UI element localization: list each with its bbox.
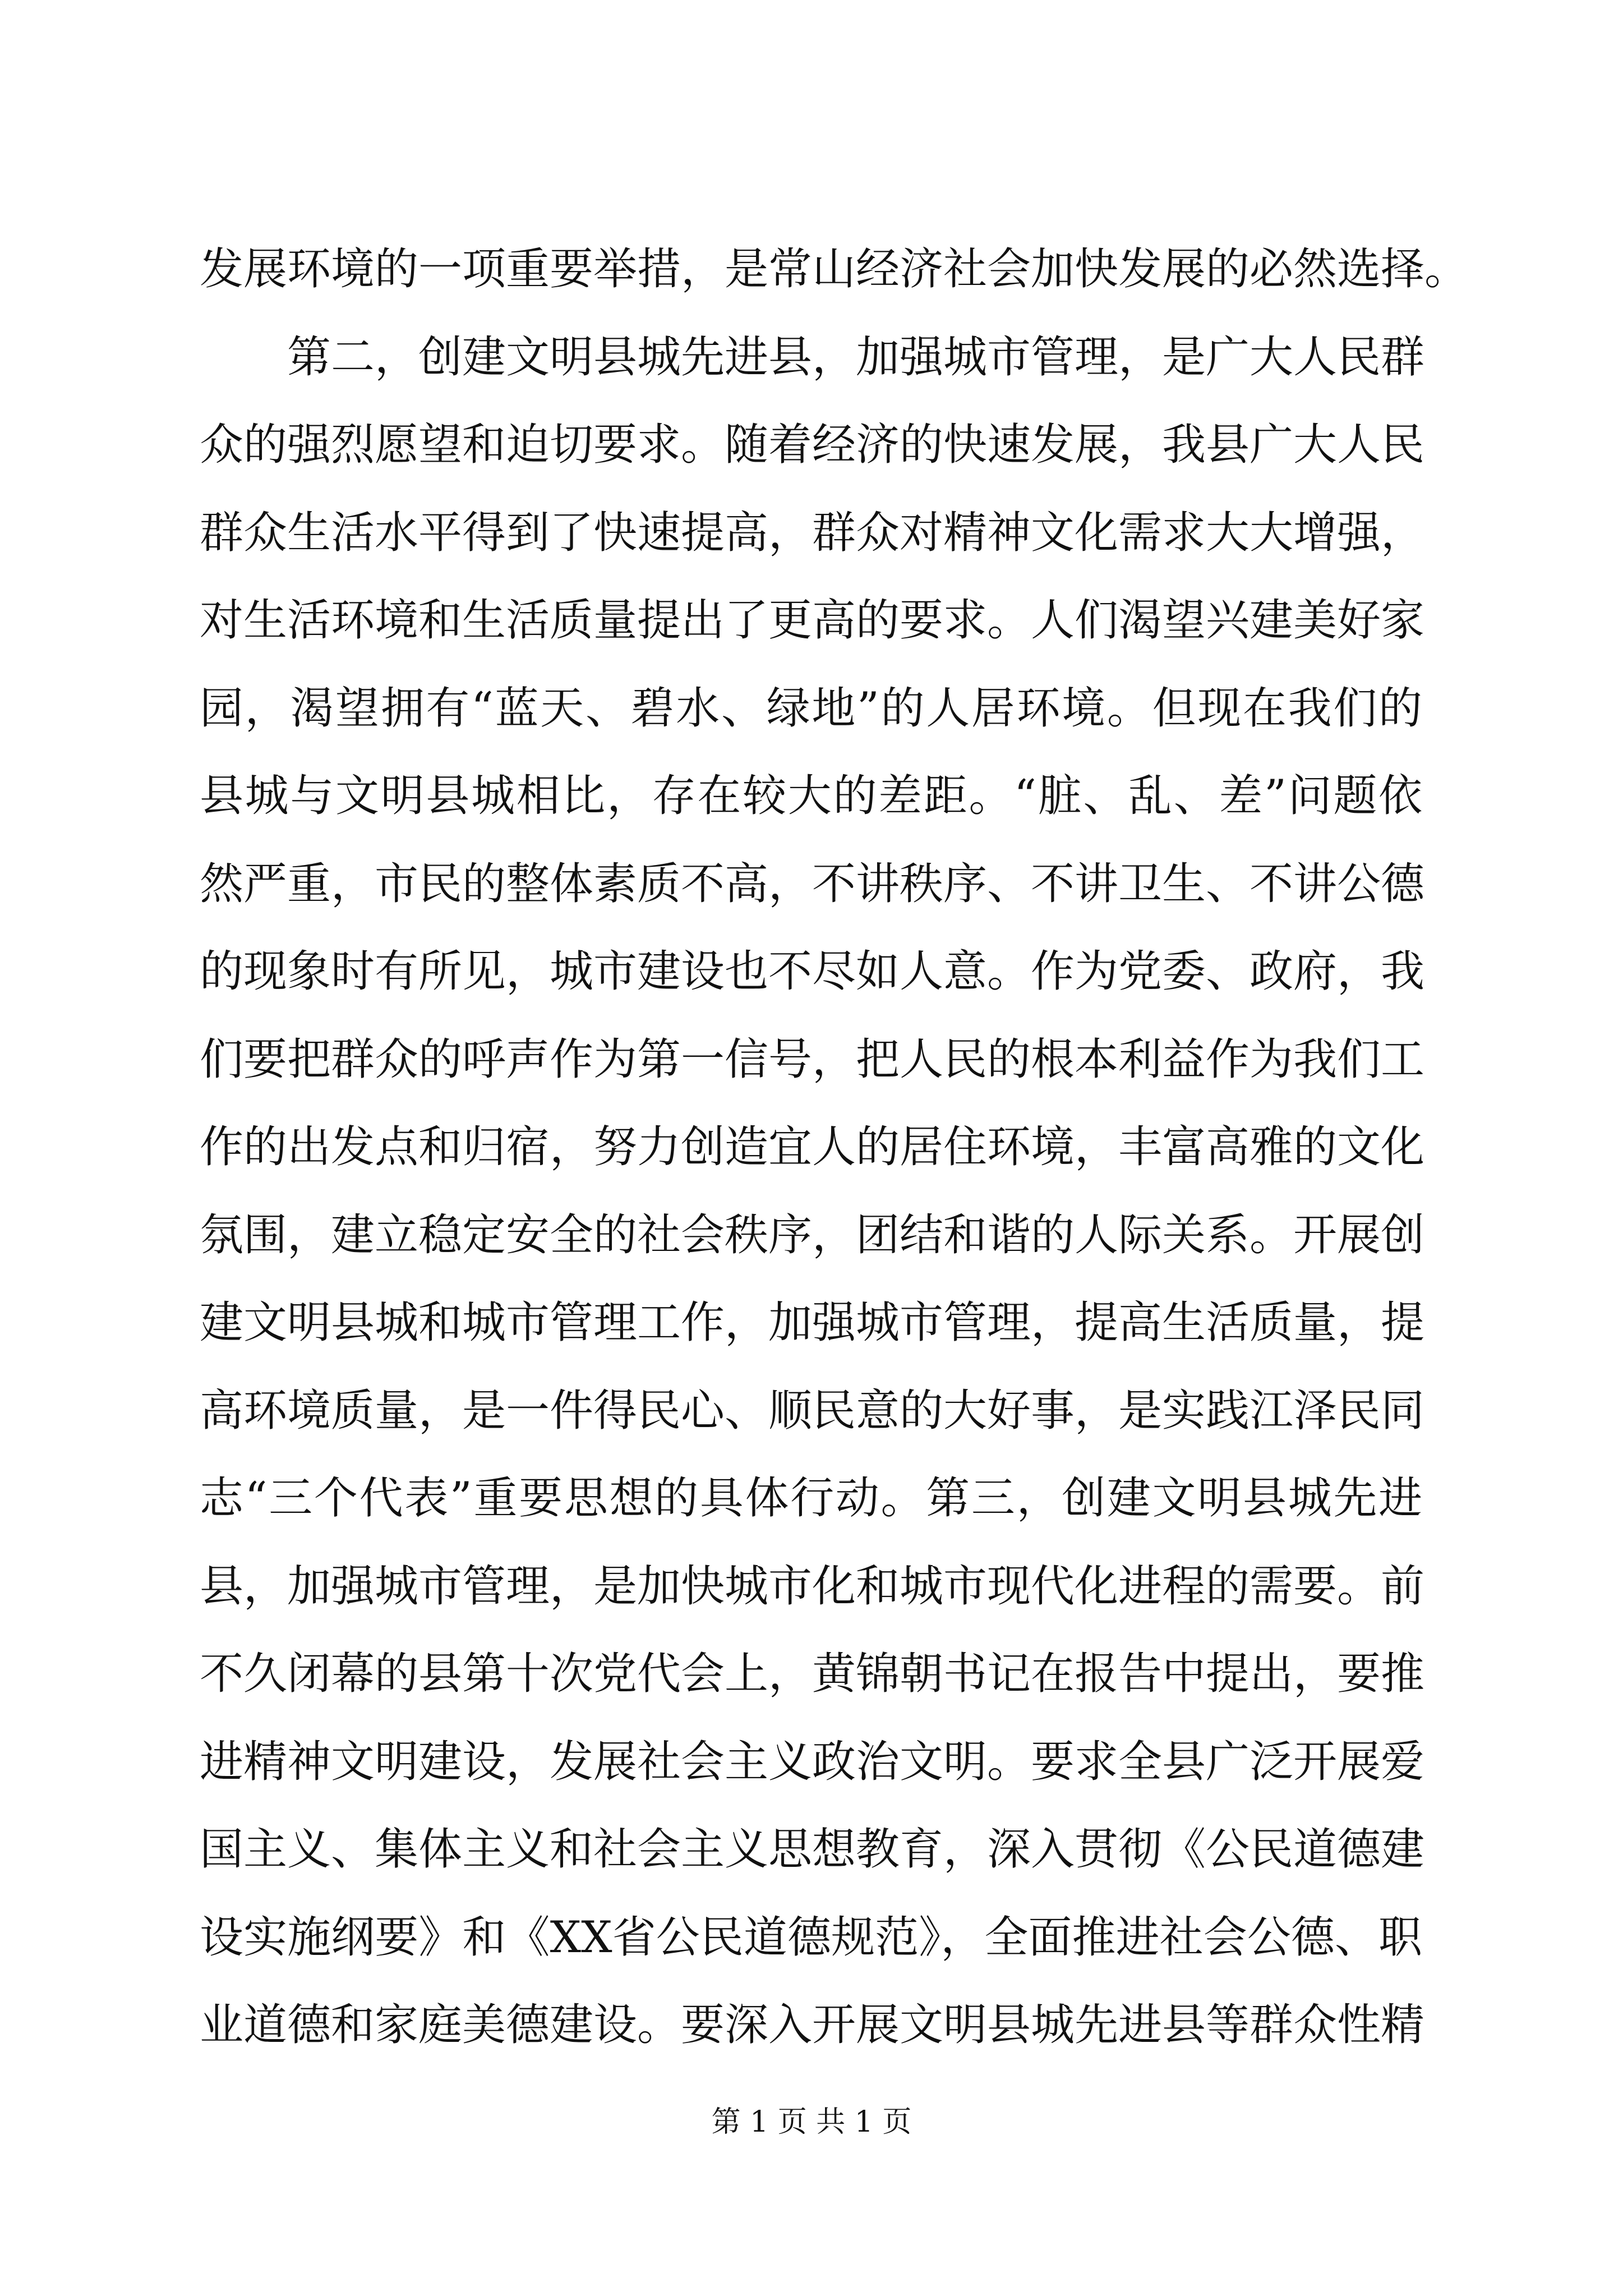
page-number-label: 第 1 页 共 1 页 [711, 2105, 912, 2139]
text-line: 县城与文明县城相比，存在较大的差距。“脏、乱、差”问题依 [200, 771, 1422, 821]
text-line: 的现象时有所见，城市建设也不尽如人意。作为党委、政府，我 [200, 946, 1425, 997]
text-line: 发展环境的一项重要举措，是常山经济社会加快发展的必然选择。 [200, 244, 1469, 295]
text-line: 们要把群众的呼声作为第一信号，把人民的根本利益作为我们工 [200, 1034, 1425, 1085]
text-line: 氛围，建立稳定安全的社会秩序，团结和谐的人际关系。开展创 [200, 1209, 1425, 1260]
text-line: 然严重，市民的整体素质不高，不讲秩序、不讲卫生、不讲公德 [200, 858, 1425, 909]
text-line: 对生活环境和生活质量提出了更高的要求。人们渴望兴建美好家 [200, 595, 1425, 646]
text-line: 业道德和家庭美德建设。要深入开展文明县城先进县等群众性精 [200, 2000, 1425, 2050]
text-line: 进精神文明建设，发展社会主义政治文明。要求全县广泛开展爱 [200, 1736, 1425, 1787]
text-line: 志“三个代表”重要思想的具体行动。第三，创建文明县城先进 [200, 1473, 1422, 1524]
text-line: 园，渴望拥有“蓝天、碧水、绿地”的人居环境。但现在我们的 [200, 683, 1422, 734]
text-line: 不久闭幕的县第十次党代会上，黄锦朝书记在报告中提出，要推 [200, 1649, 1425, 1699]
text-line: 众的强烈愿望和迫切要求。随着经济的快速发展，我县广大人民 [200, 420, 1425, 470]
text-line: 建文明县城和城市管理工作，加强城市管理，提高生活质量，提 [200, 1297, 1425, 1348]
page-footer [0, 2098, 1623, 2140]
text-line: 高环境质量，是一件得民心、顺民意的大好事，是实践江泽民同 [200, 1385, 1425, 1436]
text-line: 作的出发点和归宿，努力创造宜人的居住环境，丰富高雅的文化 [200, 1122, 1425, 1172]
text-line: 第二，创建文明县城先进县，加强城市管理，是广大人民群 [200, 332, 1425, 383]
text-line: 群众生活水平得到了快速提高，群众对精神文化需求大大增强， [200, 507, 1425, 558]
text-line: 县，加强城市管理，是加快城市化和城市现代化进程的需要。前 [200, 1561, 1425, 1612]
text-line: 国主义、集体主义和社会主义思想教育，深入贯彻《公民道德建 [200, 1824, 1425, 1875]
text-line: 设实施纲要》和《XX省公民道德规范》，全面推进社会公德、职 [200, 1912, 1422, 1963]
body-text [200, 226, 1469, 2069]
